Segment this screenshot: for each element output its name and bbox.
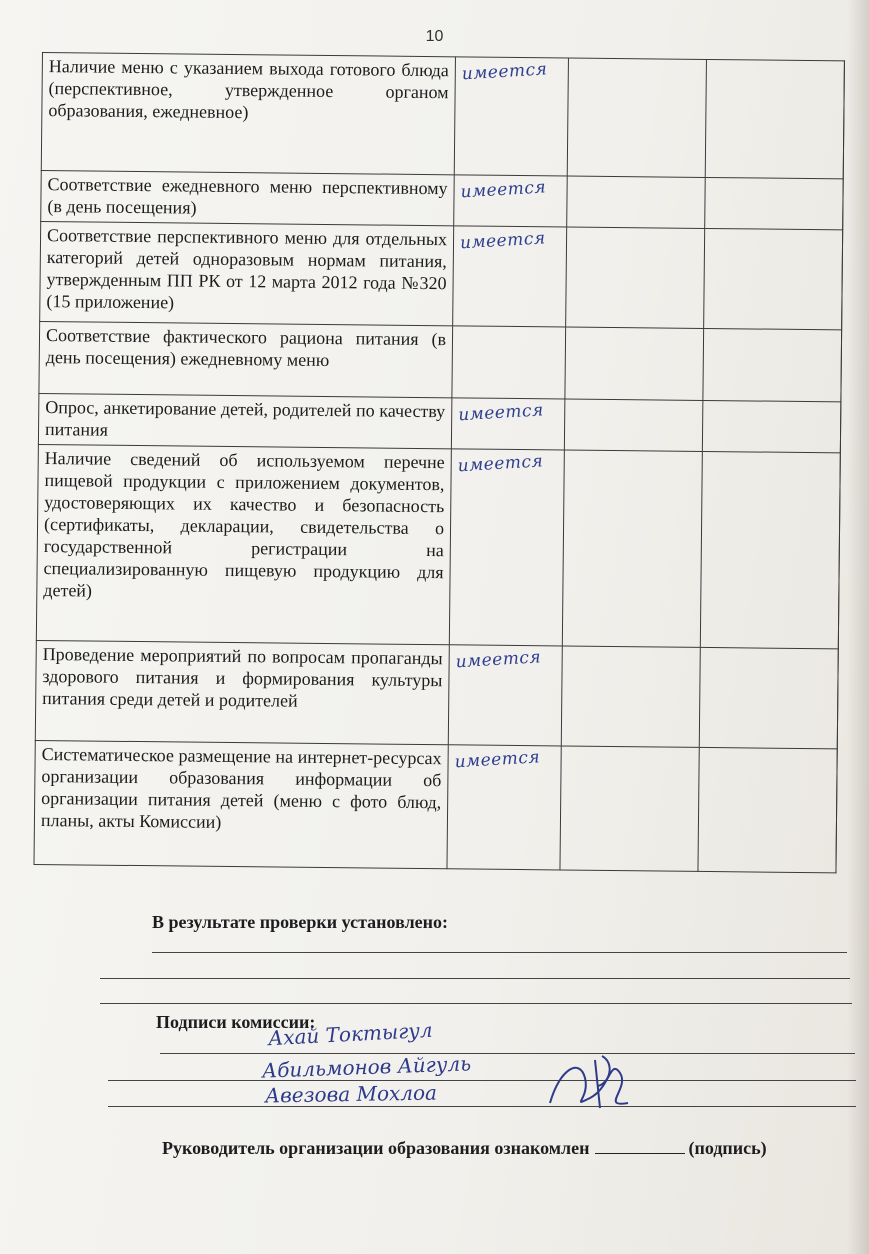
table-row xyxy=(41,53,844,179)
signature-line-3 xyxy=(108,1106,856,1107)
criterion-cell: Систематическое размещение на интернет-ресурсах организации образования информации об организации питания детей (меню с фото блюд, планы, акты Комиссии) xyxy=(34,740,448,868)
handwritten-status: имеется xyxy=(454,747,541,773)
signature-3: Авезова Мохлоа xyxy=(264,1080,438,1108)
footer-text: Руководитель организации образования ознакомлен xyxy=(162,1138,590,1158)
status-cell xyxy=(447,745,561,870)
empty-cell-1 xyxy=(567,58,706,177)
empty-cell-2 xyxy=(702,400,841,452)
status-cell xyxy=(451,398,565,450)
signature-line-2 xyxy=(108,1080,856,1081)
table-row xyxy=(35,640,838,748)
handwritten-status: имеется xyxy=(459,228,547,254)
empty-cell-1 xyxy=(566,227,705,328)
status-cell xyxy=(448,645,562,746)
page-edge-shadow xyxy=(847,0,869,1254)
empty-cell-1 xyxy=(562,450,702,647)
status-cell xyxy=(454,57,568,176)
table-row xyxy=(41,170,843,229)
criterion-cell: Наличие меню с указанием выхода готового блюда (перспективное, утвержденное органом образования, ежедневное) xyxy=(41,53,455,175)
empty-cell-1 xyxy=(564,399,703,451)
status-cell xyxy=(453,226,567,327)
empty-cell-2 xyxy=(703,328,842,401)
conclusion-line-3 xyxy=(100,1003,852,1004)
criterion-cell: Наличие сведений об используемом перечне пищевой продукции с приложением документов, удостоверяющих их качество и безопасность (сертификаты, декларации, свидетельства о государственной регистрации на специализированную пищевую продукцию для детей) xyxy=(36,444,451,644)
handwritten-status: имеется xyxy=(457,400,545,426)
empty-cell-2 xyxy=(705,59,844,178)
empty-cell-1 xyxy=(561,646,700,747)
empty-cell-2 xyxy=(699,647,838,748)
handwritten-status: имеется xyxy=(457,451,544,477)
empty-cell-2 xyxy=(700,451,840,648)
criterion-cell: Соответствие ежедневного меню перспективному (в день посещения) xyxy=(41,170,455,225)
handwritten-status: имеется xyxy=(455,647,542,673)
conclusion-label: В результате проверки установлено: xyxy=(152,912,449,932)
signatures-label: Подписи комиссии: xyxy=(156,1012,316,1032)
table-row xyxy=(40,221,843,329)
table-row xyxy=(36,444,840,648)
signature-1: Ахай Токтыгул xyxy=(267,1017,434,1051)
criterion-cell: Проведение мероприятий по вопросам пропаганды здорового питания и формирования культуры питания среди детей и родителей xyxy=(35,640,449,744)
criterion-cell: Соответствие фактического рациона питания (в день посещения) ежедневному меню xyxy=(39,321,453,397)
handwritten-status: имеется xyxy=(460,177,547,203)
status-cell xyxy=(452,326,566,399)
status-cell xyxy=(449,449,564,646)
empty-cell-1 xyxy=(565,327,704,400)
signature-line-1 xyxy=(160,1053,855,1054)
footer-acknowledgment xyxy=(162,1138,767,1159)
empty-cell-2 xyxy=(704,228,843,329)
table-row xyxy=(39,321,842,401)
handwritten-signature-mark xyxy=(540,1048,635,1118)
table-row xyxy=(38,393,840,452)
table-row xyxy=(34,740,837,872)
criterion-cell: Соответствие перспективного меню для отдельных категорий детей одноразовым нормам питания, утвержденным ПП РК от 12 марта 2012 года №320 (15 приложение) xyxy=(40,221,454,325)
criterion-cell: Опрос, анкетирование детей, родителей по качеству питания xyxy=(38,393,452,448)
conclusion-line-2 xyxy=(100,978,850,979)
signature-2: Абильмонов Айгуль xyxy=(261,1051,472,1083)
footer-suffix: (подпись) xyxy=(688,1138,767,1158)
checklist-table xyxy=(33,52,844,873)
empty-cell-2 xyxy=(705,177,844,229)
page-number: 10 xyxy=(425,28,444,45)
empty-cell-1 xyxy=(560,746,699,871)
empty-cell-1 xyxy=(567,176,706,228)
handwritten-status: имеется xyxy=(461,59,548,85)
empty-cell-2 xyxy=(698,747,837,872)
footer-signature-blank xyxy=(595,1139,685,1154)
conclusion-line-1 xyxy=(152,952,847,953)
status-cell xyxy=(454,175,568,227)
